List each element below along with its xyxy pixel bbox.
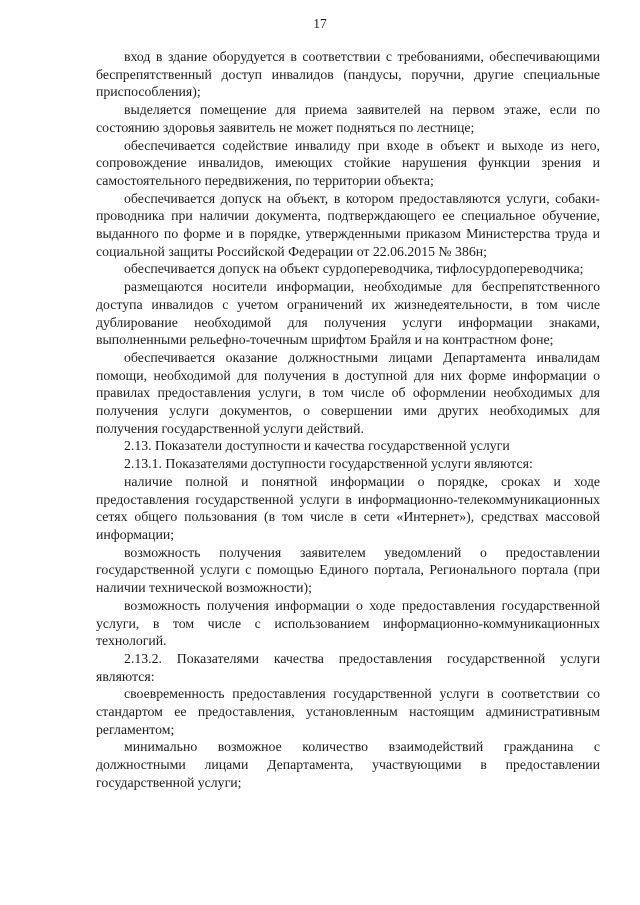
paragraph-progress-info: возможность получения информации о ходе предоставления государственной услуги, в том числе с использованием информационно-коммуникационных технологий. (96, 597, 600, 649)
paragraph-interpreter-access: обеспечивается допуск на объект сурдопереводчика, тифлосурдопереводчика; (124, 261, 584, 277)
paragraph-staff-assistance: обеспечивается оказание должностными лицами Департамента инвалидам помощи, необходимой для получения в доступной для них форме информации о правилах предоставления услуги, в том числе об оформлении необходимых для получения услуги документов, о совершении ими других необходимых для получения государственной услуги действий. (96, 349, 600, 436)
paragraph-information-availability: наличие полной и понятной информации о порядке, сроках и ходе предоставления государственной услуги в информационно-телекоммуникационных сетях общего пользования (в том числе в сети «Интернет»), средствах массовой информации; (96, 473, 600, 542)
paragraph-entrance-equipment: вход в здание оборудуется в соответствии с требованиями, обеспечивающими беспрепятственный доступ инвалидов (пандусы, поручни, другие специальные приспособления); (96, 49, 600, 100)
paragraph-notifications: возможность получения заявителем уведомлений о предоставлении государственной услуги с помощью Единого портала, Регионального портала (при наличии технической возможности); (96, 544, 600, 596)
section-heading-2-13: 2.13. Показатели доступности и качества государственной услуги (124, 438, 510, 454)
paragraph-guide-dog-access: обеспечивается допуск на объект, в котором предоставляются услуги, собаки-проводника при наличии документа, подтверждающего ее специальное обучение, выданного по форме и в порядке, утвержденными приказом Министерства труда и социальной защиты Российской Федерации от 22.06.2015 № 386н; (96, 190, 600, 259)
paragraph-assistance-entry: обеспечивается содействие инвалиду при входе в объект и выходе из него, сопровождение инвалидов, имеющих стойкие нарушения функции зрения и самостоятельного передвижения, по территории объекта; (96, 137, 600, 188)
paragraph-timeliness: своевременность предоставления государственной услуги в соответствии со стандартом ее предоставления, установленным настоящим административным регламентом; (96, 686, 600, 737)
section-heading-2-13-2: 2.13.2. Показателями качества предоставления государственной услуги являются: (96, 650, 600, 684)
page-number: 17 (313, 16, 327, 31)
paragraph-ground-floor-room: выделяется помещение для приема заявителей на первом этаже, если по состоянию здоровья заявитель не может подняться по лестнице; (96, 102, 600, 135)
paragraph-information-carriers: размещаются носители информации, необходимые для беспрепятственного доступа инвалидов с учетом ограничений их жизнедеятельности, в том числе дублирование необходимой для получения услуги информации знаками, выполненными рельефно-точечным шрифтом Брайля и на контрастном фоне; (96, 279, 600, 348)
document-body (96, 48, 600, 792)
section-heading-2-13-1: 2.13.1. Показателями доступности государственной услуги являются: (124, 456, 533, 472)
paragraph-minimal-interactions: минимально возможное количество взаимодействий гражданина с должностными лицами Департамента, участвующими в предоставлении государственной услуги; (96, 739, 600, 790)
